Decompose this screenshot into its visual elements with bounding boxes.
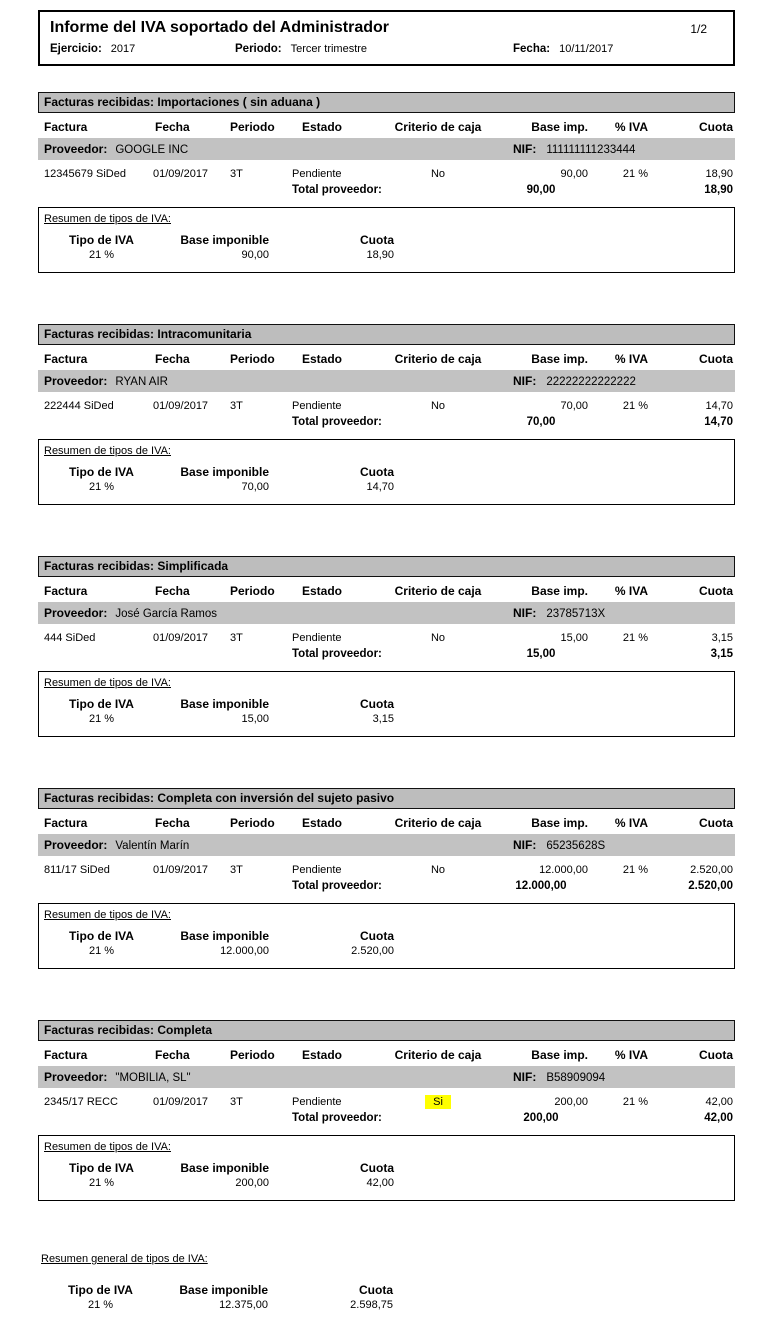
col-periodo: Periodo <box>230 584 275 598</box>
criterio-value-highlighted: Si <box>425 1095 451 1109</box>
ejercicio-label: Ejercicio: <box>50 43 102 55</box>
ejercicio-field <box>50 43 235 55</box>
col-estado: Estado <box>302 1048 343 1062</box>
resumen-general-base: 12.375,00 <box>219 1299 268 1311</box>
periodo-label: Periodo: <box>235 43 282 55</box>
resumen-tipo: 21 % <box>88 1177 115 1189</box>
resumen-base: 90,00 <box>241 249 269 261</box>
page-title: Informe del IVA soportado del Administrador <box>50 19 389 36</box>
resumen-tipo: 21 % <box>88 481 115 493</box>
col-fecha: Fecha <box>155 1048 190 1062</box>
resumen-col-base: Base imponible <box>180 1161 269 1175</box>
section-title-bar: Facturas recibidas: Importaciones ( sin aduana ) <box>38 92 735 113</box>
factura-fecha: 01/09/2017 <box>153 400 209 412</box>
table-header-row <box>38 352 735 366</box>
resumen-col-base: Base imponible <box>180 233 269 247</box>
invoice-row <box>38 167 735 182</box>
fecha-field <box>513 43 723 55</box>
section-importaciones <box>38 92 735 273</box>
total-cuota: 2.520,00 <box>688 880 733 892</box>
total-proveedor-label: Total proveedor: <box>292 648 382 660</box>
proveedor-bar <box>38 370 735 392</box>
col-criterio-de-caja: Criterio de caja <box>394 120 482 134</box>
resumen-col-cuota: Cuota <box>360 233 394 247</box>
resumen-box <box>38 903 735 969</box>
resumen-tipo: 21 % <box>88 713 115 725</box>
factura-fecha: 01/09/2017 <box>153 864 209 876</box>
nif-value: 111111111233444 <box>546 144 636 156</box>
total-cuota: 18,90 <box>704 184 733 196</box>
resumen-tipo: 21 % <box>88 249 115 261</box>
col-criterio-de-caja: Criterio de caja <box>394 584 482 598</box>
invoice-row <box>38 1095 735 1110</box>
resumen-title: Resumen de tipos de IVA: <box>44 1141 171 1153</box>
invoice-row <box>38 399 735 414</box>
resumen-col-cuota: Cuota <box>359 1283 393 1297</box>
proveedor-label: Proveedor: <box>44 374 108 388</box>
resumen-title: Resumen de tipos de IVA: <box>44 909 171 921</box>
resumen-base: 200,00 <box>235 1177 269 1189</box>
resumen-cuota: 3,15 <box>372 713 394 725</box>
resumen-header-row <box>39 929 734 944</box>
resumen-box <box>38 1135 735 1201</box>
col-base-imp: Base imp. <box>531 352 588 366</box>
factura-base-imp: 90,00 <box>560 168 588 180</box>
resumen-col-cuota: Cuota <box>360 697 394 711</box>
nif-field <box>513 370 636 393</box>
col-base-imp: Base imp. <box>531 816 588 830</box>
section-inversion-sujeto-pasivo <box>38 788 735 969</box>
criterio-value: No <box>430 632 446 644</box>
col-estado: Estado <box>302 584 343 598</box>
total-base-imp: 12.000,00 <box>515 880 567 892</box>
proveedor-label: Proveedor: <box>44 606 108 620</box>
resumen-general-tipo: 21 % <box>87 1299 114 1311</box>
total-proveedor-row <box>38 1111 735 1126</box>
factura-periodo: 3T <box>230 1096 243 1108</box>
section-simplificada <box>38 556 735 737</box>
ejercicio-value: 2017 <box>110 43 136 55</box>
resumen-col-cuota: Cuota <box>360 465 394 479</box>
nif-label: NIF: <box>513 1070 537 1084</box>
nif-label: NIF: <box>513 142 537 156</box>
report-header <box>38 10 735 66</box>
resumen-header-row <box>39 697 734 712</box>
col-cuota: Cuota <box>699 584 733 598</box>
col-periodo: Periodo <box>230 1048 275 1062</box>
resumen-general-value-row <box>38 1298 735 1313</box>
resumen-cuota: 2.520,00 <box>351 945 394 957</box>
nif-label: NIF: <box>513 606 537 620</box>
col-pct-iva: % IVA <box>614 816 648 830</box>
proveedor-bar <box>38 1066 735 1088</box>
col-cuota: Cuota <box>699 120 733 134</box>
nif-value: 65235628S <box>546 840 606 852</box>
factura-periodo: 3T <box>230 632 243 644</box>
col-criterio-de-caja: Criterio de caja <box>394 352 482 366</box>
resumen-base: 15,00 <box>241 713 269 725</box>
col-pct-iva: % IVA <box>614 1048 648 1062</box>
section-completa <box>38 1020 735 1201</box>
factura-estado: Pendiente <box>292 632 342 644</box>
resumen-value-row <box>39 248 734 263</box>
resumen-header-row <box>39 1161 734 1176</box>
fecha-label: Fecha: <box>513 43 551 55</box>
factura-base-imp: 15,00 <box>560 632 588 644</box>
resumen-col-cuota: Cuota <box>360 1161 394 1175</box>
factura-fecha: 01/09/2017 <box>153 1096 209 1108</box>
factura-cuota: 42,00 <box>705 1096 733 1108</box>
resumen-value-row <box>39 944 734 959</box>
proveedor-name: José García Ramos <box>115 608 217 620</box>
factura-base-imp: 200,00 <box>554 1096 588 1108</box>
invoice-row <box>38 631 735 646</box>
factura-cuota: 18,90 <box>705 168 733 180</box>
col-estado: Estado <box>302 352 343 366</box>
factura-numero: 222444 SiDed <box>44 400 114 412</box>
report-header-meta <box>50 43 723 55</box>
proveedor-name: GOOGLE INC <box>115 144 189 156</box>
criterio-value: No <box>430 168 446 180</box>
section-title-bar: Facturas recibidas: Intracomunitaria <box>38 324 735 345</box>
total-base-imp: 15,00 <box>526 648 556 660</box>
proveedor-label: Proveedor: <box>44 1070 108 1084</box>
total-proveedor-row <box>38 647 735 662</box>
factura-estado: Pendiente <box>292 864 342 876</box>
factura-periodo: 3T <box>230 864 243 876</box>
factura-numero: 2345/17 RECC <box>44 1096 118 1108</box>
section-title-bar: Facturas recibidas: Completa <box>38 1020 735 1041</box>
col-fecha: Fecha <box>155 584 190 598</box>
nif-field <box>513 602 605 625</box>
resumen-title: Resumen de tipos de IVA: <box>44 677 171 689</box>
factura-numero: 444 SiDed <box>44 632 96 644</box>
factura-pct-iva: 21 % <box>622 168 648 180</box>
resumen-col-tipo: Tipo de IVA <box>68 1283 133 1297</box>
col-cuota: Cuota <box>699 816 733 830</box>
resumen-col-tipo: Tipo de IVA <box>69 233 134 247</box>
resumen-box <box>38 207 735 273</box>
col-fecha: Fecha <box>155 352 190 366</box>
resumen-box <box>38 671 735 737</box>
total-proveedor-row <box>38 415 735 430</box>
criterio-value: No <box>430 864 446 876</box>
total-base-imp: 200,00 <box>523 1112 559 1124</box>
factura-cuota: 3,15 <box>711 632 733 644</box>
resumen-general-header-row <box>38 1283 735 1298</box>
table-header-row <box>38 816 735 830</box>
report-page <box>38 10 735 1313</box>
resumen-tipo: 21 % <box>88 945 115 957</box>
col-cuota: Cuota <box>699 352 733 366</box>
periodo-field <box>235 43 513 55</box>
nif-label: NIF: <box>513 374 537 388</box>
resumen-value-row <box>39 480 734 495</box>
resumen-col-tipo: Tipo de IVA <box>69 465 134 479</box>
resumen-general-section <box>38 1252 735 1313</box>
col-pct-iva: % IVA <box>614 584 648 598</box>
factura-pct-iva: 21 % <box>622 1096 648 1108</box>
resumen-header-row <box>39 233 734 248</box>
resumen-box <box>38 439 735 505</box>
proveedor-bar <box>38 602 735 624</box>
col-fecha: Fecha <box>155 120 190 134</box>
resumen-cuota: 18,90 <box>366 249 394 261</box>
col-factura: Factura <box>44 816 88 830</box>
resumen-general-title: Resumen general de tipos de IVA: <box>41 1253 208 1265</box>
fecha-value: 10/11/2017 <box>559 43 614 55</box>
factura-pct-iva: 21 % <box>622 864 648 876</box>
resumen-col-base: Base imponible <box>180 929 269 943</box>
resumen-cuota: 14,70 <box>366 481 394 493</box>
total-proveedor-label: Total proveedor: <box>292 1112 382 1124</box>
resumen-header-row <box>39 465 734 480</box>
total-cuota: 14,70 <box>704 416 733 428</box>
factura-criterio <box>384 399 492 414</box>
factura-numero: 12345679 SiDed <box>44 168 126 180</box>
proveedor-bar <box>38 834 735 856</box>
factura-cuota: 14,70 <box>705 400 733 412</box>
resumen-title: Resumen de tipos de IVA: <box>44 213 171 225</box>
total-base-imp: 90,00 <box>526 184 556 196</box>
table-header-row <box>38 584 735 598</box>
resumen-col-tipo: Tipo de IVA <box>69 929 134 943</box>
col-base-imp: Base imp. <box>531 584 588 598</box>
factura-cuota: 2.520,00 <box>690 864 733 876</box>
total-cuota: 3,15 <box>710 648 733 660</box>
proveedor-bar <box>38 138 735 160</box>
proveedor-name: RYAN AIR <box>115 376 168 388</box>
report-header-top <box>50 19 723 37</box>
factura-criterio <box>384 631 492 646</box>
nif-value: 23785713X <box>546 608 606 620</box>
col-pct-iva: % IVA <box>614 120 648 134</box>
factura-estado: Pendiente <box>292 168 342 180</box>
total-proveedor-row <box>38 183 735 198</box>
total-cuota: 42,00 <box>704 1112 733 1124</box>
col-factura: Factura <box>44 584 88 598</box>
nif-field <box>513 834 605 857</box>
col-criterio-de-caja: Criterio de caja <box>394 816 482 830</box>
factura-criterio <box>384 167 492 182</box>
col-base-imp: Base imp. <box>531 120 588 134</box>
col-estado: Estado <box>302 120 343 134</box>
resumen-base: 12.000,00 <box>220 945 269 957</box>
factura-criterio <box>384 863 492 878</box>
factura-estado: Pendiente <box>292 400 342 412</box>
col-pct-iva: % IVA <box>614 352 648 366</box>
resumen-col-tipo: Tipo de IVA <box>69 1161 134 1175</box>
table-header-row <box>38 1048 735 1062</box>
periodo-value: Tercer trimestre <box>290 43 368 55</box>
factura-numero: 811/17 SiDed <box>44 864 110 876</box>
col-estado: Estado <box>302 816 343 830</box>
resumen-title: Resumen de tipos de IVA: <box>44 445 171 457</box>
resumen-general-cuota: 2.598,75 <box>350 1299 393 1311</box>
proveedor-name: Valentín Marín <box>115 840 190 852</box>
total-proveedor-row <box>38 879 735 894</box>
factura-fecha: 01/09/2017 <box>153 168 209 180</box>
section-intracomunitaria <box>38 324 735 505</box>
col-cuota: Cuota <box>699 1048 733 1062</box>
total-base-imp: 70,00 <box>526 416 556 428</box>
factura-pct-iva: 21 % <box>622 632 648 644</box>
col-base-imp: Base imp. <box>531 1048 588 1062</box>
invoice-row <box>38 863 735 878</box>
nif-label: NIF: <box>513 838 537 852</box>
resumen-col-base: Base imponible <box>180 465 269 479</box>
resumen-col-base: Base imponible <box>179 1283 268 1297</box>
section-title-bar: Facturas recibidas: Simplificada <box>38 556 735 577</box>
factura-pct-iva: 21 % <box>622 400 648 412</box>
nif-value: B58909094 <box>546 1072 606 1084</box>
total-proveedor-label: Total proveedor: <box>292 416 382 428</box>
col-factura: Factura <box>44 1048 88 1062</box>
col-periodo: Periodo <box>230 120 275 134</box>
factura-periodo: 3T <box>230 168 243 180</box>
table-header-row <box>38 120 735 134</box>
col-factura: Factura <box>44 120 88 134</box>
resumen-cuota: 42,00 <box>366 1177 394 1189</box>
col-fecha: Fecha <box>155 816 190 830</box>
proveedor-label: Proveedor: <box>44 142 108 156</box>
resumen-value-row <box>39 1176 734 1191</box>
nif-value: 22222222222222 <box>546 376 636 388</box>
nif-field <box>513 138 635 161</box>
resumen-base: 70,00 <box>241 481 269 493</box>
resumen-value-row <box>39 712 734 727</box>
total-proveedor-label: Total proveedor: <box>292 184 382 196</box>
col-periodo: Periodo <box>230 352 275 366</box>
factura-estado: Pendiente <box>292 1096 342 1108</box>
factura-base-imp: 70,00 <box>560 400 588 412</box>
factura-criterio <box>384 1095 492 1110</box>
resumen-col-cuota: Cuota <box>360 929 394 943</box>
factura-fecha: 01/09/2017 <box>153 632 209 644</box>
page-number: 1/2 <box>690 22 707 36</box>
proveedor-name: "MOBILIA, SL" <box>115 1072 191 1084</box>
col-criterio-de-caja: Criterio de caja <box>394 1048 482 1062</box>
proveedor-label: Proveedor: <box>44 838 108 852</box>
col-factura: Factura <box>44 352 88 366</box>
factura-periodo: 3T <box>230 400 243 412</box>
criterio-value: No <box>430 400 446 412</box>
section-title-bar: Facturas recibidas: Completa con inversión del sujeto pasivo <box>38 788 735 809</box>
nif-field <box>513 1066 605 1089</box>
factura-base-imp: 12.000,00 <box>539 864 588 876</box>
col-periodo: Periodo <box>230 816 275 830</box>
resumen-col-tipo: Tipo de IVA <box>69 697 134 711</box>
total-proveedor-label: Total proveedor: <box>292 880 382 892</box>
resumen-col-base: Base imponible <box>180 697 269 711</box>
